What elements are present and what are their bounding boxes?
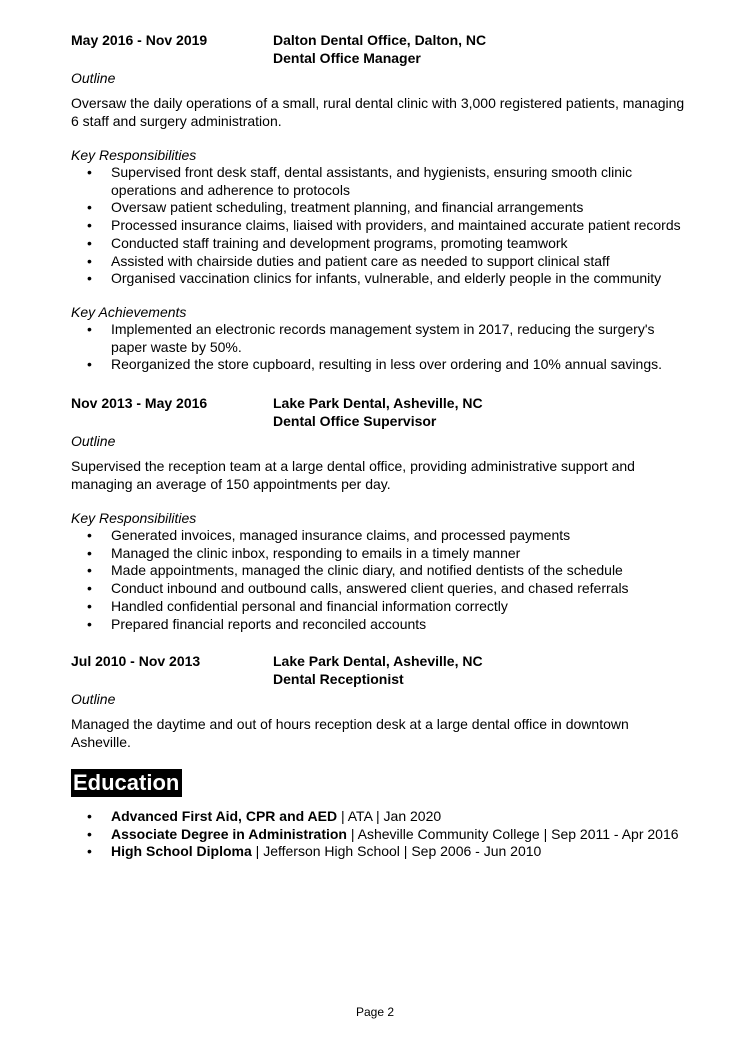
outline-label: Outline — [71, 433, 116, 449]
education-details: | Jefferson High School | Sep 2006 - Jun 2010 — [251, 843, 542, 860]
education-details: | ATA | Jan 2020 — [337, 808, 442, 824]
job-dates: Jul 2010 - Nov 2013 — [71, 653, 201, 669]
bullet-icon: • — [87, 527, 92, 543]
outline-label: Outline — [71, 691, 116, 707]
bullet-icon: • — [87, 164, 92, 180]
list-item: • Organised vaccination clinics for infants, vulnerable, and elderly people in the community — [87, 270, 662, 287]
outline-label: Outline — [71, 70, 116, 86]
education-item — [71, 843, 711, 861]
responsibilities-label: Key Responsibilities — [71, 510, 197, 526]
achievements-label: Key Achievements — [71, 303, 187, 320]
bullet-icon: • — [87, 252, 92, 269]
bullet-icon: • — [87, 356, 92, 373]
list-item: • Conducted staff training and development programs, promoting teamwork — [87, 234, 568, 251]
bullet-icon: • — [87, 580, 92, 597]
bullet-icon: • — [87, 825, 92, 842]
list-item: • Reorganized the store cupboard, resulting in less over ordering and 10% annual savings. — [87, 356, 663, 373]
education-item — [71, 826, 711, 844]
education-details: | Asheville Community College | Sep 2011 - Apr 2016 — [346, 825, 679, 842]
bullet-icon: • — [87, 199, 92, 216]
list-item: • Conduct inbound and outbound calls, answered client queries, and chased referrals — [87, 580, 629, 597]
list-item: • Oversaw patient scheduling, treatment planning, and financial arrangements — [87, 199, 584, 216]
education-item — [71, 808, 711, 826]
job-dates: May 2016 - Nov 2019 — [71, 32, 208, 48]
bullet-icon: • — [87, 270, 92, 287]
education-qualification: High School Diploma — [111, 843, 252, 860]
job-title: Dental Office Supervisor — [273, 413, 437, 429]
bullet-icon: • — [87, 615, 92, 632]
list-item: • Prepared financial reports and reconciled accounts — [87, 615, 427, 632]
job-entry-office-supervisor — [71, 394, 691, 633]
list-item: • Generated invoices, managed insurance claims, and processed payments — [87, 527, 571, 543]
bullet-icon: • — [87, 234, 92, 251]
job-entry-office-manager — [71, 31, 691, 374]
responsibilities-list — [71, 164, 691, 288]
list-item: • Managed the clinic inbox, responding to emails in a timely manner — [87, 544, 521, 561]
job-employer: Dalton Dental Office, Dalton, NC — [273, 32, 487, 48]
list-item: • Made appointments, managed the clinic diary, and notified dentists of the schedule — [87, 562, 623, 579]
bullet-icon: • — [87, 808, 92, 824]
responsibilities-list — [71, 527, 691, 633]
bullet-icon: • — [87, 217, 92, 234]
bullet-icon: • — [87, 320, 92, 337]
job-header — [71, 31, 691, 67]
bullet-icon: • — [87, 544, 92, 561]
education-qualification: Associate Degree in Administration — [111, 825, 347, 842]
list-item: • Implemented an electronic records management system in 2017, reducing the surgery's paper waste by 50%. — [87, 320, 655, 355]
list-item: • Handled confidential personal and financial information correctly — [87, 597, 508, 614]
job-entry-receptionist — [71, 652, 691, 751]
education-list — [71, 808, 711, 861]
bullet-icon: • — [87, 843, 92, 860]
bullet-icon: • — [87, 597, 92, 614]
job-employer: Lake Park Dental, Asheville, NC — [273, 653, 483, 669]
achievements-list — [71, 321, 691, 374]
page-number: Page 2 — [355, 1005, 395, 1019]
job-dates: Nov 2013 - May 2016 — [71, 395, 208, 411]
education-qualification: Advanced First Aid, CPR and AED — [111, 808, 338, 824]
job-title: Dental Office Manager — [273, 50, 421, 66]
job-employer: Lake Park Dental, Asheville, NC — [273, 395, 483, 411]
list-item: • Processed insurance claims, liaised with providers, and maintained accurate patient records — [87, 217, 681, 234]
education-heading: Education — [71, 769, 182, 797]
job-title: Dental Receptionist — [273, 671, 404, 687]
job-header — [71, 652, 691, 688]
outline-text: Oversaw the daily operations of a small, rural dental clinic with 3,000 registered patients, managing 6 staff and surgery administration. — [71, 95, 685, 129]
responsibilities-label: Key Responsibilities — [71, 147, 197, 163]
bullet-icon: • — [87, 562, 92, 579]
outline-text: Managed the daytime and out of hours reception desk at a large dental office in downtown Asheville. — [71, 716, 629, 750]
job-header — [71, 394, 691, 430]
list-item: • Assisted with chairside duties and patient care as needed to support clinical staff — [87, 252, 610, 269]
outline-text: Supervised the reception team at a large dental office, providing administrative support and managing an average of 150 appointments per day. — [71, 458, 635, 492]
list-item: • Supervised front desk staff, dental assistants, and hygienists, ensuring smooth clinic operations and adherence to protocols — [87, 164, 633, 198]
